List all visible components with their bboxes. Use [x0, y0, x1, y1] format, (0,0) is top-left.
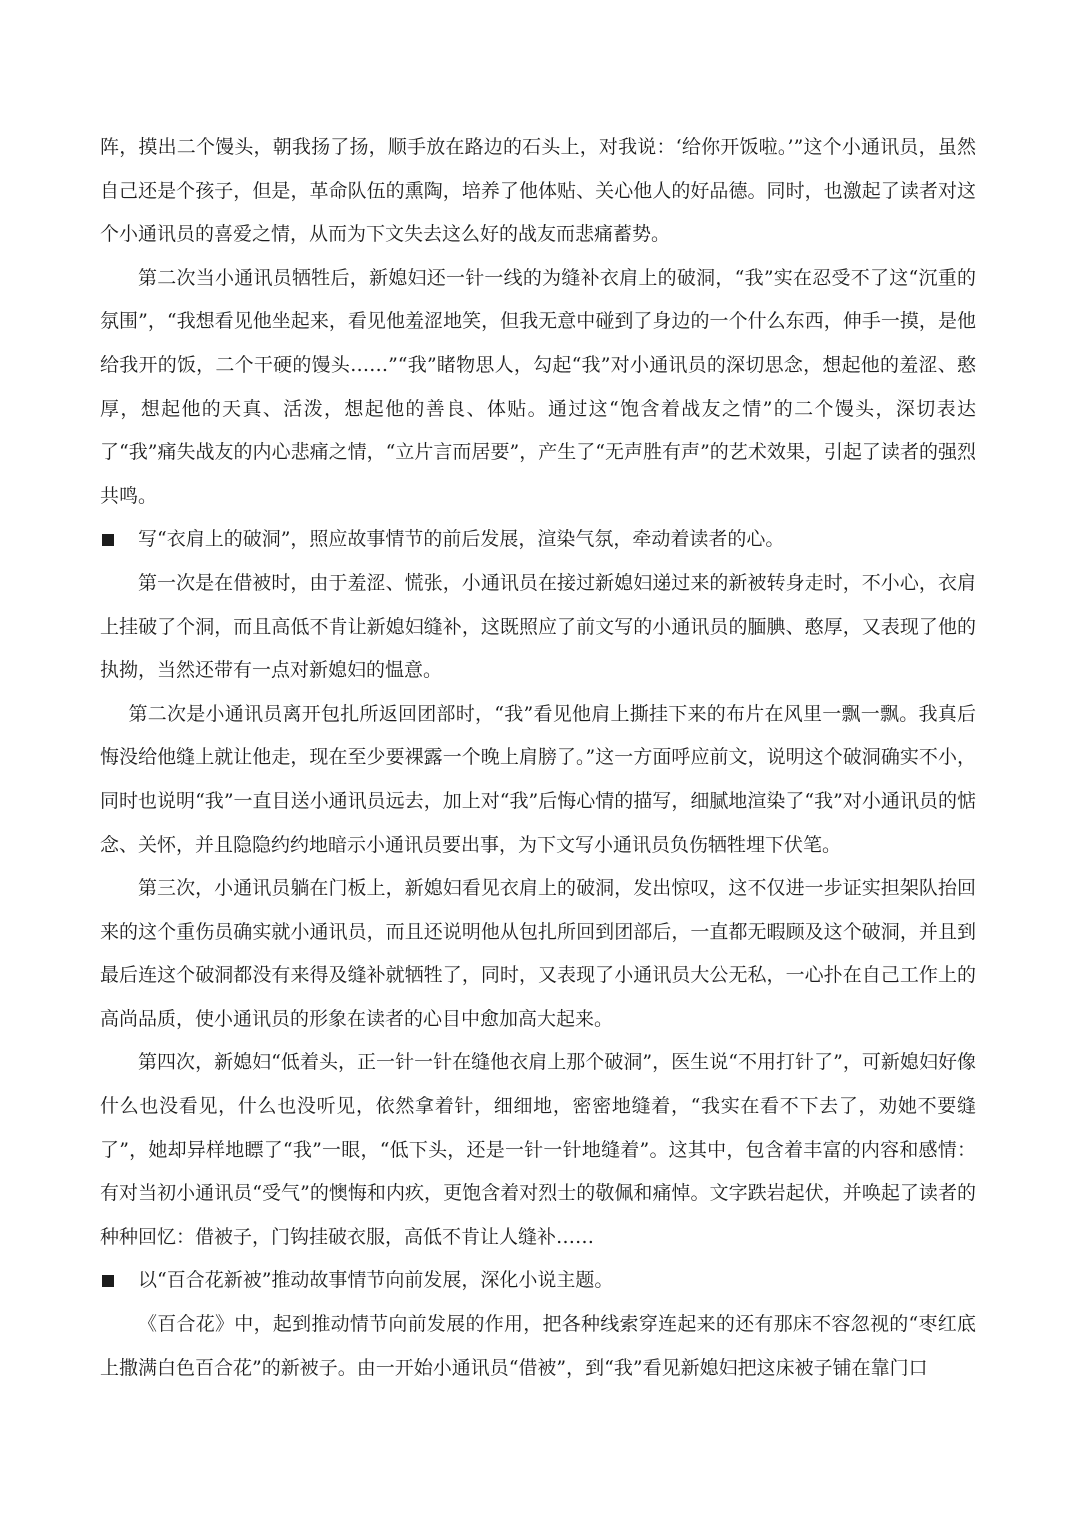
document-body — [100, 126, 976, 1390]
bullet-heading-1 — [100, 518, 976, 562]
paragraph-1: 阵，摸出二个馒头，朝我扬了扬，顺手放在路边的石头上，对我说：‘给你开饭啦。’”这个小通讯员，虽然自己还是个孩子，但是，革命队伍的熏陶，培养了他体贴、关心他人的好品德。同时，也激起了读者对这个小通讯员的喜爱之情，从而为下文失去这么好的战友而悲痛蓄势。 — [100, 136, 976, 246]
paragraph-3: 第一次是在借被时，由于羞涩、慌张，小通讯员在接过新媳妇递过来的新被转身走时，不小心，衣肩上挂破了个洞，而且高低不肯让新媳妇缝补，这既照应了前文写的小通讯员的腼腆、憨厚，又表现了他的执拗，当然还带有一点对新媳妇的愠意。 — [100, 571, 976, 682]
paragraph-2: 第二次当小通讯员牺牲后，新媳妇还一针一线的为缝补衣肩上的破洞，“我”实在忍受不了这“沉重的氛围”，“我想看见他坐起来，看见他羞涩地笑，但我无意中碰到了身边的一个什么东西，伸手一摸，是他给我开的饭，二个干硬的馒头……”“我”睹物思人，勾起“我”对小通讯员的深切思念，想起他的羞涩、憨厚，想起他的天真、活泼，想起他的善良、体贴。通过这“饱含着战友之情”的二个馒头，深切表达了“我”痛失战友的内心悲痛之情，“立片言而居要”，产生了“无声胜有声”的艺术效果，引起了读者的强烈共鸣。 — [100, 266, 976, 507]
paragraph-7: 《百合花》中，起到推动情节向前发展的作用，把各种线索穿连起来的还有那床不容忽视的“枣红底上撒满白色百合花”的新被子。由一开始小通讯员“借被”，到“我”看见新媳妇把这床被子铺在靠门口 — [100, 1313, 976, 1379]
bullet-heading-text: 以“百合花新被”推动故事情节向前发展，深化小说主题。 — [138, 1269, 614, 1292]
bullet-heading-text: 写“衣肩上的破洞”，照应故事情节的前后发展，渲染气氛，牵动着读者的心。 — [138, 528, 785, 551]
paragraph-5: 第三次，小通讯员躺在门板上，新媳妇看见衣肩上的破洞，发出惊叹，这不仅进一步证实担架队抬回来的这个重伤员确实就小通讯员，而且还说明他从包扎所回到团部后，一直都无暇顾及这个破洞，并且到最后连这个破洞都没有来得及缝补就牺牲了，同时，又表现了小通讯员大公无私，一心扑在自己工作上的高尚品质，使小通讯员的形象在读者的心目中愈加高大起来。 — [100, 877, 976, 1030]
paragraph-4: 第二次是小通讯员离开包扎所返回团部时，“我”看见他肩上撕挂下来的布片在风里一飘一飘。我真后悔没给他缝上就让他走，现在至少要裸露一个晚上肩膀了。”这一方面呼应前文，说明这个破洞确实不小，同时也说明“我”一直目送小通讯员远去，加上对“我”后悔心情的描写，细腻地渲染了“我”对小通讯员的惦念、关怀，并且隐隐约约地暗示小通讯员要出事，为下文写小通讯员负伤牺牲埋下伏笔。 — [100, 702, 976, 856]
bullet-heading-2 — [100, 1259, 976, 1303]
paragraph-6: 第四次，新媳妇“低着头，正一针一针在缝他衣肩上那个破洞”，医生说“不用打针了”，可新媳妇好像什么也没看见，什么也没听见，依然拿着针，细细地，密密地缝着，“我实在看不下去了，劝她不要缝了”，她却异样地瞟了“我”一眼，“低下头，还是一针一针地缝着”。这其中，包含着丰富的内容和感情：有对当初小通讯员“受气”的懊悔和内疚，更饱含着对烈士的敬佩和痛悼。文字跌岩起伏，并唤起了读者的种种回忆：借被子，门钩挂破衣服，高低不肯让人缝补…… — [100, 1051, 976, 1248]
